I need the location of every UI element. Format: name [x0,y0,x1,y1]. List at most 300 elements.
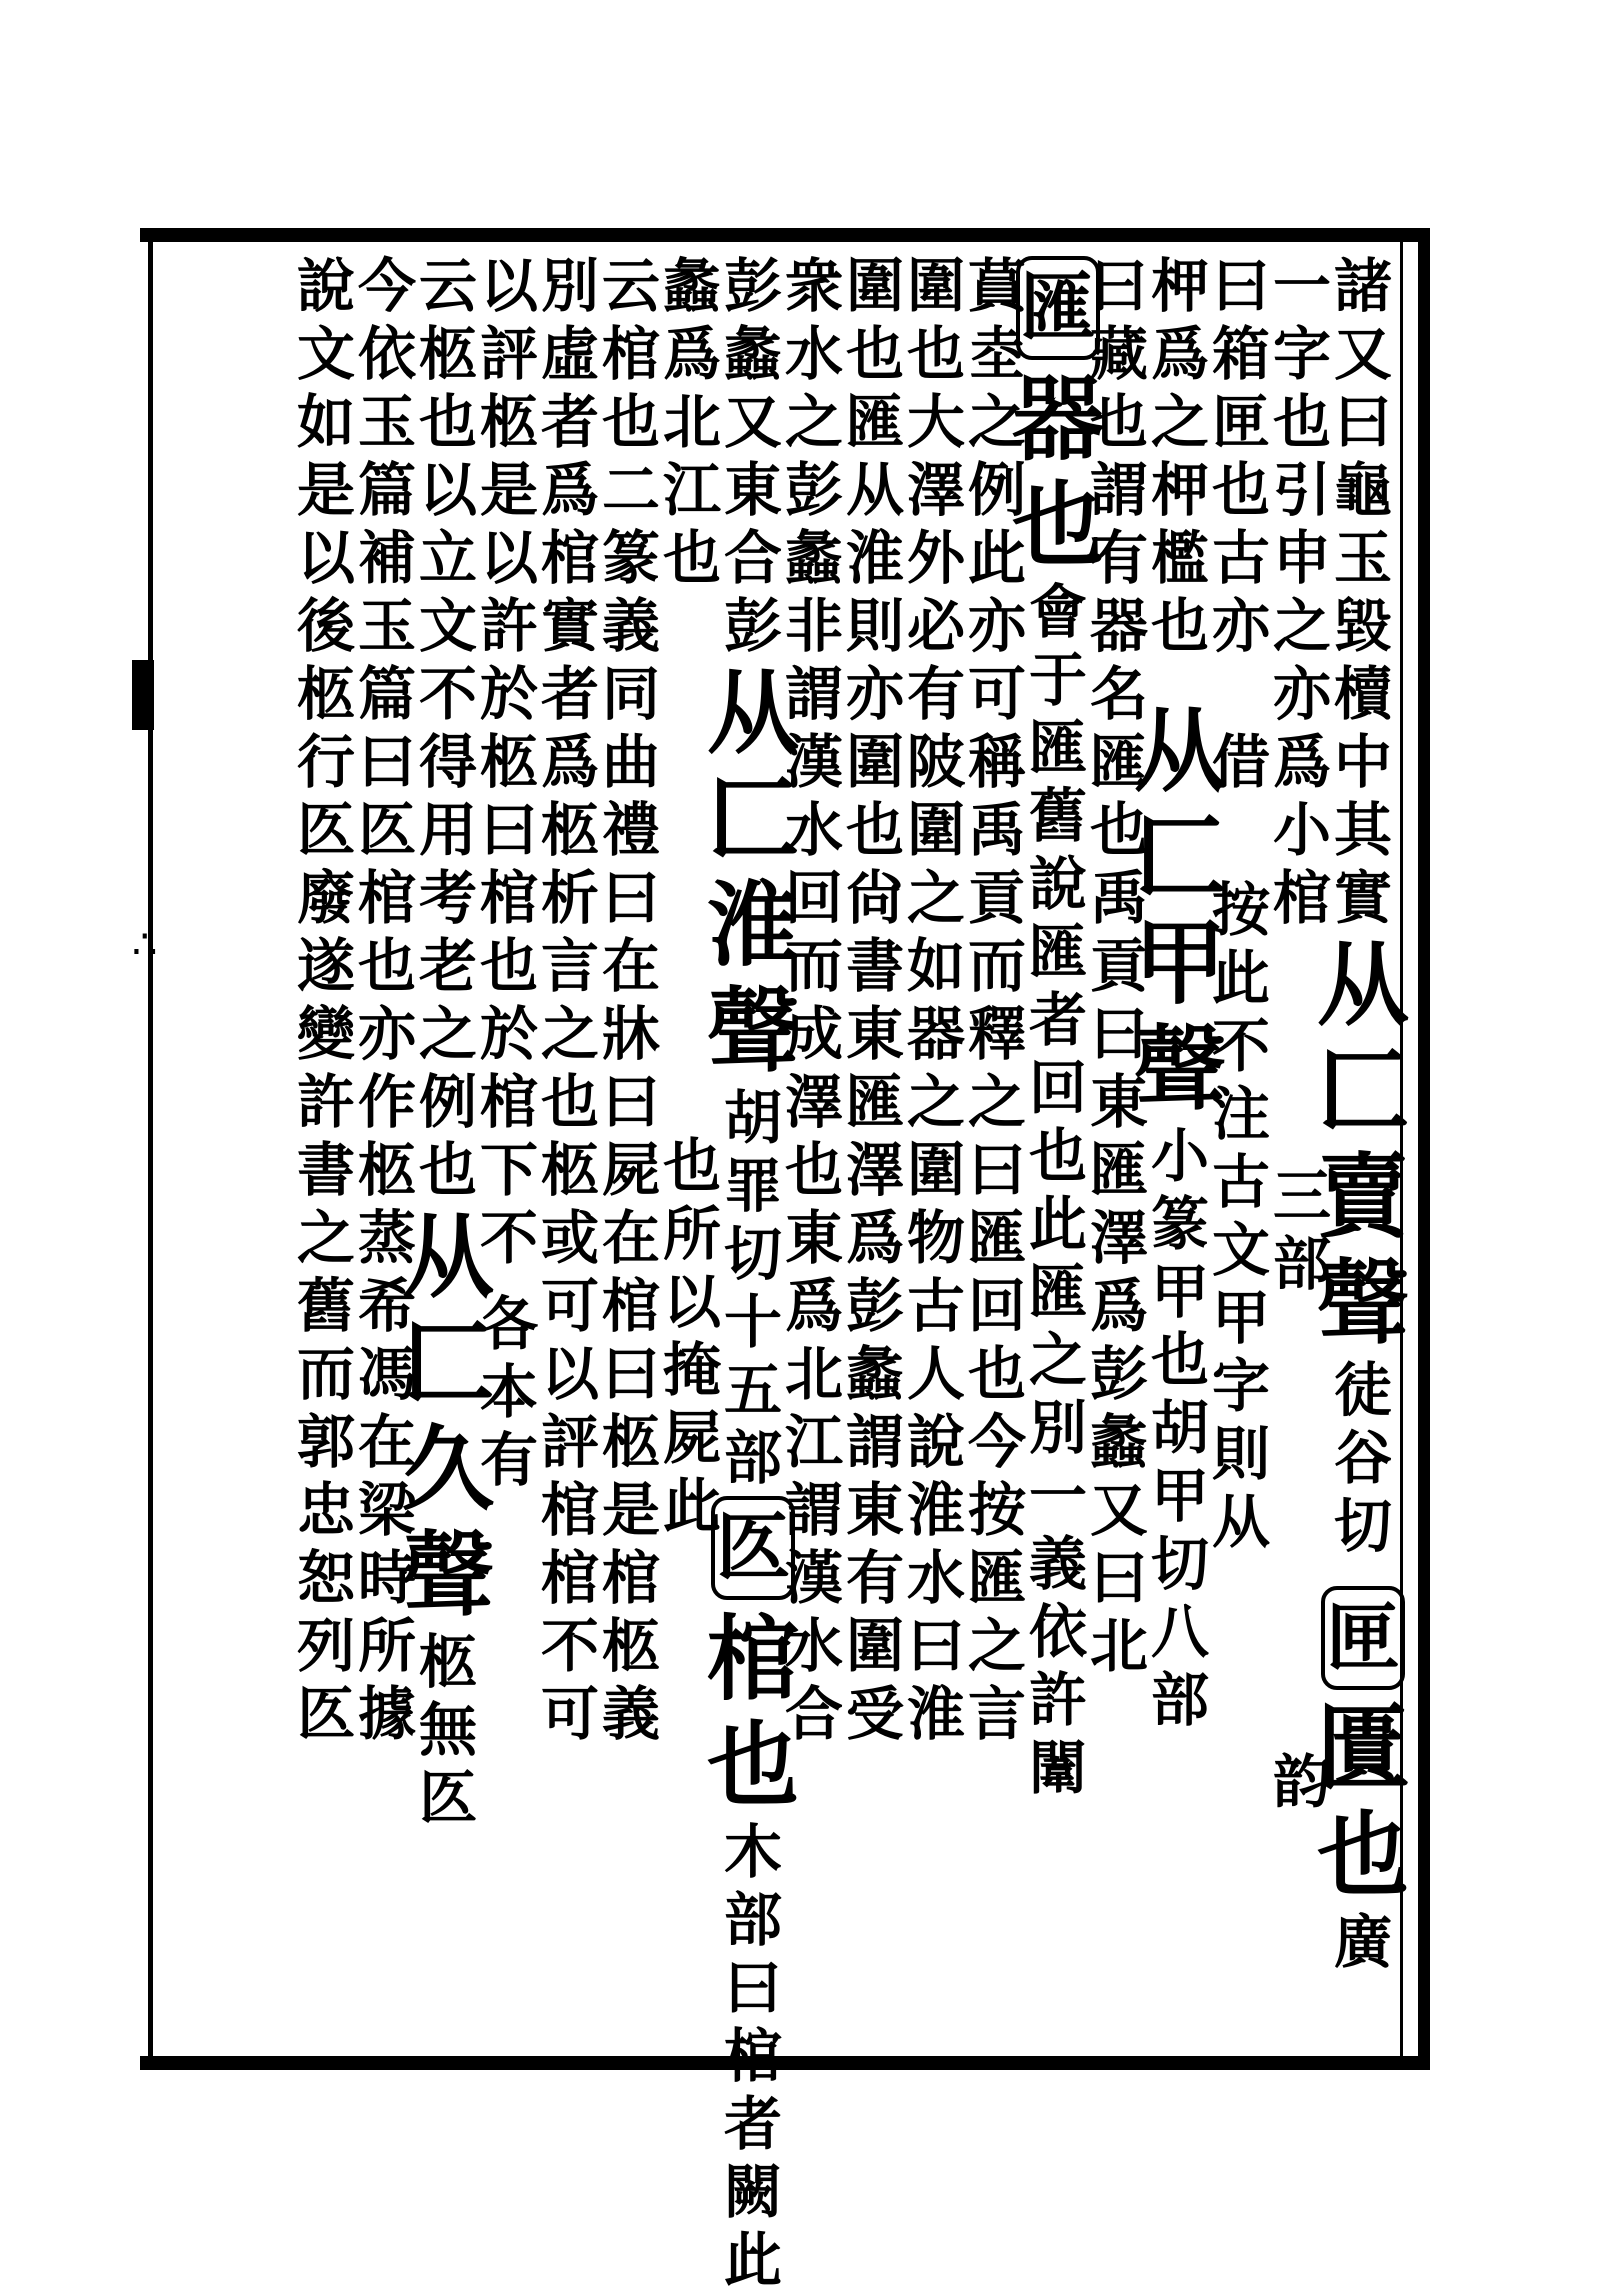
glyph: 忠 [296,1476,355,1544]
glyph: 字 [1211,1352,1270,1420]
fishtail-mark [132,660,154,730]
glyph: 貢 [1089,932,1148,1000]
glyph: 書 [845,932,904,1000]
commentary-segment [1146,1122,1214,1734]
glyph: 之 [784,388,843,456]
glyph: 部 [723,1886,782,1954]
glyph: 東 [845,1476,904,1544]
glyph: 曰 [967,1136,1026,1204]
glyph: 澤 [1089,1204,1148,1272]
glyph: 匚 [402,1309,495,1417]
glyph: 匛 [357,796,416,864]
commentary-segment [841,252,909,1748]
glyph: 之 [906,1068,965,1136]
glyph: 爲 [1089,1272,1148,1340]
glyph: 回 [1028,1054,1087,1122]
glyph: 棺 [540,1476,599,1544]
glyph: 部 [1150,1666,1209,1734]
glyph: 義 [601,1680,660,1748]
glyph: 此 [723,2226,782,2294]
text-column [901,252,971,1748]
glyph: 之 [1150,388,1209,456]
glyph: 東 [845,1000,904,1068]
glyph: 說 [906,1408,965,1476]
commentary-segment [292,252,360,1748]
glyph: 也 [357,932,416,1000]
glyph: 之 [540,1000,599,1068]
glyph: 所 [662,1200,721,1268]
glyph: 爲 [845,1204,904,1272]
glyph: 屍 [662,1404,721,1472]
glyph: 可 [540,1272,599,1340]
glyph: 謂 [784,1476,843,1544]
glyph: 水 [784,796,843,864]
main-text-segment [707,1606,799,1818]
glyph: 棺 [357,864,416,932]
glyph: 今 [357,252,416,320]
glyph: 實 [540,592,599,660]
glyph: 匛 [418,1764,477,1832]
glyph: 也 [1211,456,1270,524]
glyph: 評 [479,320,538,388]
glyph: 禮 [601,796,660,864]
glyph: 柩 [479,728,538,796]
glyph: 甲 [1134,909,1227,1017]
glyph: 久 [402,1415,495,1523]
text-column [962,252,1032,1748]
glyph: 在 [601,1204,660,1272]
glyph: 一 [1028,1462,1087,1530]
text-column [1317,252,1410,1976]
glyph: 聲 [1134,1015,1227,1123]
glyph: 毀 [1333,592,1392,660]
glyph: 曰 [1333,388,1392,456]
glyph: 柩 [357,1136,416,1204]
glyph: 江 [662,456,721,524]
commentary-segment [1024,578,1092,1802]
vertical-text-block [160,252,1410,2294]
commentary-segment [1207,252,1275,660]
glyph: 無 [418,1696,477,1764]
glyph: 淮 [845,524,904,592]
glyph: 按 [967,1476,1026,1544]
glyph: 屍 [601,1136,660,1204]
glyph: 會 [1028,578,1087,646]
commentary-segment [902,252,970,1748]
glyph: 曰 [1089,1544,1148,1612]
glyph: 有 [1089,524,1148,592]
glyph: 漢 [784,1544,843,1612]
glyph: 也 [1317,1801,1410,1909]
glyph: 如 [906,932,965,1000]
glyph: 爲 [1150,320,1209,388]
glyph: 匯 [1089,1136,1148,1204]
glyph: 以 [479,524,538,592]
glyph: 匯 [845,1068,904,1136]
glyph: 許 [296,1068,355,1136]
glyph: 也 [1089,388,1148,456]
glyph: 棺 [540,1544,599,1612]
glyph: 之 [1028,1326,1087,1394]
glyph: 罪 [723,1152,782,1220]
glyph: 禹 [1089,864,1148,932]
glyph: 圍 [906,252,965,320]
glyph: 箱 [1211,320,1270,388]
commentary-segment [1329,1356,1397,1560]
glyph: 析 [540,864,599,932]
glyph: 从 [1317,931,1410,1039]
glyph: 古 [1211,1148,1270,1216]
glyph: 从 [845,456,904,524]
glyph: 一 [1272,252,1331,320]
glyph: 柩 [601,1612,660,1680]
glyph: 許 [479,592,538,660]
glyph: 八 [1150,1598,1209,1666]
glyph: 以 [296,524,355,592]
glyph: 以 [540,1340,599,1408]
glyph: 爲 [784,1272,843,1340]
commentary-segment [475,252,543,1272]
glyph: 受 [845,1680,904,1748]
glyph: 匯 [967,1544,1026,1612]
glyph: 於 [479,1000,538,1068]
glyph: 匱 [1317,1695,1410,1803]
glyph: 列 [296,1612,355,1680]
glyph: 也 [1089,796,1148,864]
glyph: 不 [1211,1012,1270,1080]
glyph: 老 [418,932,477,1000]
glyph: 匚 [1317,1037,1410,1145]
glyph: 聲 [1317,1249,1410,1357]
glyph: 棺 [707,1605,800,1713]
glyph: 棺 [601,320,660,388]
glyph: 蠡 [845,1340,904,1408]
glyph: 諸 [1333,252,1392,320]
glyph: 廣 [1333,1908,1392,1976]
glyph: 棺 [479,864,538,932]
glyph: 東 [784,1204,843,1272]
glyph: 从 [707,659,800,767]
column-gap [1329,1560,1397,1582]
commentary-segment [414,252,482,1204]
glyph: 棺 [1272,864,1331,932]
glyph: 柩 [296,660,355,728]
glyph: 水 [906,1544,965,1612]
glyph: 而 [784,932,843,1000]
glyph: 匚 [1134,803,1227,911]
glyph: 也 [845,796,904,864]
text-column [840,252,910,1748]
commentary-segment [1329,252,1397,932]
text-column [657,252,727,1540]
column-gap [1268,932,1336,1162]
glyph: 水 [784,1612,843,1680]
glyph: 棺 [601,1544,660,1612]
glyph: 有 [845,1544,904,1612]
glyph: 柩 [540,1136,599,1204]
glyph: 依 [357,320,416,388]
glyph: 匣 [1211,388,1270,456]
glyph: 者 [540,660,599,728]
glyph: 也 [1150,1326,1209,1394]
glyph: 文 [1211,1216,1270,1284]
commentary-segment [536,252,604,1748]
glyph: 其 [1333,796,1392,864]
glyph: 柙 [1150,252,1209,320]
boxed-headword: 匣 [1321,1586,1405,1690]
glyph: 亦 [1272,660,1331,728]
text-column [535,252,605,1748]
glyph: 澤 [906,456,965,524]
glyph: 彭 [723,592,782,660]
glyph: 圍 [845,252,904,320]
glyph: 者 [723,2090,782,2158]
glyph: 廢 [296,864,355,932]
margin-mark: ∴ [132,922,158,968]
glyph: 也 [1012,471,1105,579]
glyph: 篆 [601,524,660,592]
glyph: 注 [1211,1080,1270,1148]
glyph: 釋 [967,1000,1026,1068]
glyph: 器 [1012,365,1105,473]
glyph: 匯 [1028,918,1087,986]
glyph: 又 [1089,1476,1148,1544]
glyph: 借 [1211,728,1270,796]
glyph: 蠡 [1089,1408,1148,1476]
glyph: 圍 [906,796,965,864]
glyph: 谷 [1333,1424,1392,1492]
glyph: 則 [845,592,904,660]
glyph: 篆 [1150,1190,1209,1258]
glyph: 亦 [357,1000,416,1068]
glyph: 立 [418,524,477,592]
glyph: 變 [296,1000,355,1068]
glyph: 曰 [723,1954,782,2022]
glyph: 者 [1028,986,1087,1054]
glyph: 名 [1089,660,1148,728]
glyph: 例 [967,456,1026,524]
glyph: 聲 [402,1521,495,1629]
glyph: 古 [906,1272,965,1340]
boxed-headword: 匯 [1016,256,1100,360]
glyph: 柙 [1150,456,1209,524]
glyph: 曰 [601,864,660,932]
glyph: 匛 [296,796,355,864]
glyph: 不 [540,1612,599,1680]
glyph: 曲 [601,728,660,796]
glyph: 胡 [723,1084,782,1152]
glyph: 淮 [906,1476,965,1544]
glyph: 人 [906,1340,965,1408]
glyph: 之 [1272,592,1331,660]
glyph: 謂 [845,1408,904,1476]
glyph: 也 [662,524,721,592]
glyph: 言 [540,932,599,1000]
glyph: 別 [1028,1394,1087,1462]
glyph: 匯 [1089,728,1148,796]
glyph: 依 [1028,1598,1087,1666]
glyph: 蠡 [784,524,843,592]
glyph: 此 [967,524,1026,592]
glyph: 檻 [1150,524,1209,592]
glyph: 合 [723,524,782,592]
commentary-segment [719,1084,787,1492]
glyph: 也 [540,1068,599,1136]
glyph: 陂 [906,728,965,796]
glyph: 器 [906,1000,965,1068]
text-column [1012,252,1105,1802]
glyph: 北 [662,388,721,456]
glyph: 掩 [662,1336,721,1404]
commentary-segment [1268,252,1336,932]
glyph: 言 [967,1680,1026,1748]
glyph: 字 [1272,320,1331,388]
glyph: 行 [296,728,355,796]
glyph: 也 [1150,592,1209,660]
glyph: 而 [967,932,1026,1000]
glyph: 彭 [784,456,843,524]
glyph: 小 [1272,796,1331,864]
glyph: 者 [540,388,599,456]
glyph: 部 [1272,1230,1331,1298]
glyph: 同 [601,660,660,728]
commentary-segment [658,1132,726,1540]
glyph: 从 [402,1203,495,1311]
glyph: 謂 [1089,456,1148,524]
glyph: 五 [723,1356,782,1424]
glyph: 非 [784,592,843,660]
glyph: 江 [784,1408,843,1476]
glyph: 也 [662,1132,721,1200]
glyph: 坴 [967,320,1026,388]
glyph: 也 [1028,1122,1087,1190]
glyph: 本 [479,1358,538,1426]
frame-right-border [1418,228,1430,2070]
glyph: 柩 [418,320,477,388]
text-column [402,252,495,1832]
glyph: 用 [418,796,477,864]
glyph: 以 [479,252,538,320]
glyph: 爲 [540,456,599,524]
glyph: 希 [357,1272,416,1340]
glyph: 禹 [967,796,1026,864]
text-column [1267,252,1337,1816]
glyph: 北 [1089,1612,1148,1680]
glyph: 水 [784,320,843,388]
glyph: 棺 [601,1272,660,1340]
glyph: 曰 [906,1612,965,1680]
glyph: 牀 [601,1000,660,1068]
glyph: 匯 [1028,1258,1087,1326]
glyph: 爲 [662,320,721,388]
text-column [291,252,361,1748]
glyph: 東 [723,456,782,524]
glyph: 也 [601,388,660,456]
glyph: 舊 [296,1272,355,1340]
glyph: 又 [723,388,782,456]
glyph: 說 [296,252,355,320]
glyph: 不 [479,1204,538,1272]
glyph: 物 [906,1204,965,1272]
glyph: 淮 [707,871,800,979]
glyph: 例 [418,1068,477,1136]
glyph: 在 [601,932,660,1000]
glyph: 大 [906,388,965,456]
glyph: 于 [1028,646,1087,714]
glyph: 作 [357,1068,416,1136]
glyph: 又 [1333,320,1392,388]
glyph: 彭 [845,1272,904,1340]
glyph: 匛 [296,1680,355,1748]
boxed-headword: 匛 [711,1496,795,1600]
glyph: 之 [296,1204,355,1272]
glyph: 圍 [845,728,904,796]
glyph: 三 [1272,1162,1331,1230]
glyph: 各 [479,1290,538,1358]
glyph: 闕 [723,2158,782,2226]
glyph: 也 [845,320,904,388]
glyph: 也 [479,932,538,1000]
glyph: 之 [418,1000,477,1068]
glyph: 曰 [1211,252,1270,320]
glyph: 玉 [357,388,416,456]
glyph: 棺 [540,524,599,592]
glyph: 也 [418,388,477,456]
glyph: 此 [662,1472,721,1540]
glyph: 時 [357,1544,416,1612]
glyph: 韵 [1272,1748,1331,1816]
commentary-segment [658,252,726,592]
glyph: 篇 [357,456,416,524]
glyph: 梁 [357,1476,416,1544]
glyph: 彭 [723,252,782,320]
column-gap [658,592,726,1132]
glyph: 今 [967,1408,1026,1476]
glyph: 柩 [479,388,538,456]
glyph: 舊 [1028,782,1087,850]
glyph: 則 [1211,1420,1270,1488]
glyph: 蒸 [357,1204,416,1272]
glyph: 曰 [479,796,538,864]
glyph: 賣 [1317,1143,1410,1251]
glyph: 甲 [1150,1462,1209,1530]
glyph: 圍 [845,1612,904,1680]
glyph: 篇 [357,660,416,728]
glyph: 實 [1333,864,1392,932]
glyph: 小 [1150,1122,1209,1190]
glyph: 澤 [784,1068,843,1136]
glyph: 亦 [845,660,904,728]
glyph: 書 [296,1136,355,1204]
glyph: 之 [967,388,1026,456]
glyph: 龜 [1333,456,1392,524]
glyph: 有 [906,660,965,728]
glyph: 郭 [296,1408,355,1476]
glyph: 下 [479,1136,538,1204]
glyph: 別 [540,252,599,320]
glyph: 申 [1272,524,1331,592]
glyph: 甲 [1211,1284,1270,1352]
glyph: 後 [296,592,355,660]
glyph: 二 [601,456,660,524]
glyph: 貢 [967,864,1026,932]
glyph: 棺 [723,2022,782,2090]
glyph: 考 [418,864,477,932]
glyph: 曰 [357,728,416,796]
glyph: 中 [1333,728,1392,796]
glyph: 此 [1211,944,1270,1012]
frame-left-border [148,242,153,2056]
